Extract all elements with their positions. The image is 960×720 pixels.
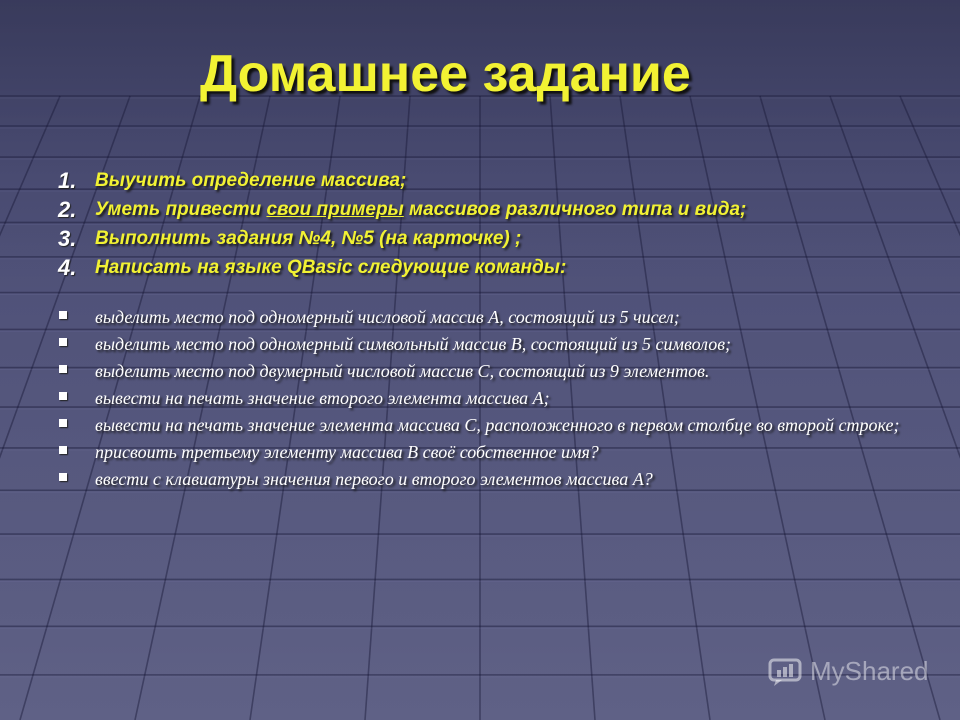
watermark <box>768 656 929 687</box>
bullet-item <box>58 441 948 463</box>
item-number: 1. <box>58 168 77 193</box>
item-number: 2. <box>58 197 77 222</box>
square-bullet-icon <box>59 338 67 346</box>
square-bullet-icon <box>59 419 67 427</box>
square-bullet-icon <box>59 365 67 373</box>
item-text: Выучить определение массива; <box>95 170 407 191</box>
bullet-text: выделить место под одномерный символьный массив В, состоящий из 5 символов; <box>95 334 732 354</box>
bullet-text: вывести на печать значение элемента массива С, расположенного в первом столбце во второй строке; <box>95 415 900 435</box>
underlined-phrase: свои примеры <box>266 199 404 220</box>
numbered-list <box>58 170 938 286</box>
bullet-item <box>58 306 948 328</box>
bullet-item <box>58 333 948 355</box>
bullet-list <box>58 306 948 495</box>
item-text: Уметь привести свои примеры массивов различного типа и вида; <box>95 199 747 220</box>
item-number: 4. <box>58 255 77 280</box>
bullet-item <box>58 414 948 436</box>
square-bullet-icon <box>59 446 67 454</box>
numbered-item <box>58 257 938 286</box>
square-bullet-icon <box>59 311 67 319</box>
bullet-text: присвоить третьему элементу массива В своё собственное имя? <box>95 442 599 462</box>
bullet-text: вывести на печать значение второго элемента массива А; <box>95 388 550 408</box>
item-text: Выполнить задания №4, №5 (на карточке) ; <box>95 228 522 249</box>
bullet-text: ввести с клавиатуры значения первого и второго элементов массива А? <box>95 469 653 489</box>
myshared-logo-icon <box>768 657 804 687</box>
numbered-item <box>58 199 938 228</box>
slide-title: Домашнее задание <box>200 45 691 103</box>
watermark-text: MyShared <box>810 656 929 686</box>
bullet-text: выделить место под одномерный числовой массив А, состоящий из 5 чисел; <box>95 307 680 327</box>
bullet-item <box>58 360 948 382</box>
bullet-text: выделить место под двумерный числовой массив С, состоящий из 9 элементов. <box>95 361 710 381</box>
item-number: 3. <box>58 226 77 251</box>
numbered-item <box>58 228 938 257</box>
square-bullet-icon <box>59 392 67 400</box>
square-bullet-icon <box>59 473 67 481</box>
item-text: Написать на языке QBasic следующие команды: <box>95 257 567 278</box>
bullet-item <box>58 387 948 409</box>
bullet-item <box>58 468 948 490</box>
numbered-item <box>58 170 938 199</box>
